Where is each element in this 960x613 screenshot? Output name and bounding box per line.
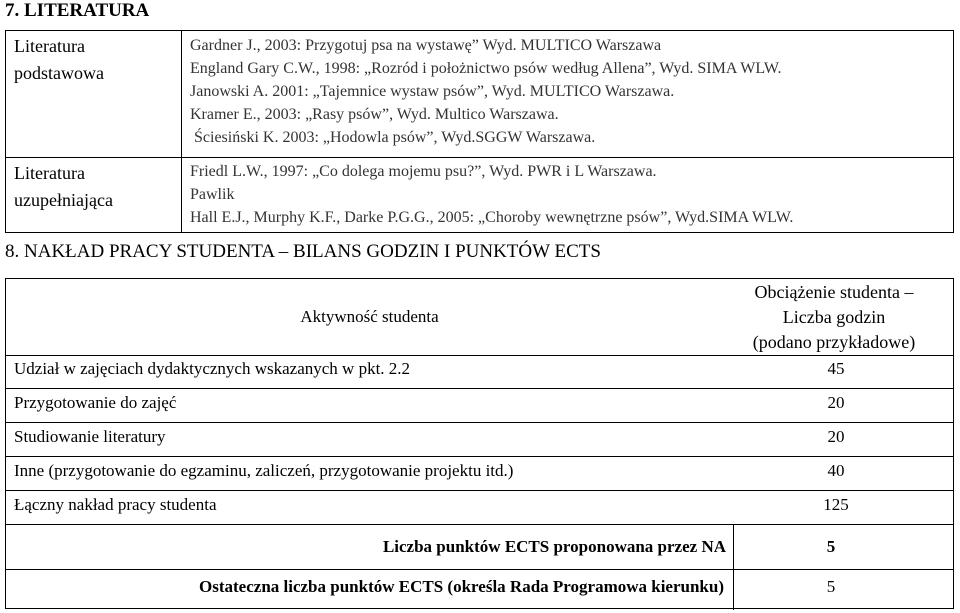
row-divider [6, 355, 953, 356]
section-8-heading: 8. NAKŁAD PRACY STUDENTA – BILANS GODZIN I PUNKTÓW ECTS [5, 241, 601, 262]
header-load-line3: (podano przykładowe) [752, 332, 916, 352]
list-item: Ściesiński K. 2003: „Hodowla psów”, Wyd.SGGW Warszawa. [190, 129, 596, 146]
list-item: Gardner J., 2003: Przygotuj psa na wystawę” Wyd. MULTICO Warszawa [190, 37, 662, 54]
proposed-ects-value: 5 [826, 537, 836, 556]
supplementary-literature-label [14, 160, 113, 214]
table-row-value: 125 [823, 495, 849, 514]
column-divider [181, 31, 182, 232]
row-divider [6, 422, 953, 423]
header-load [716, 279, 952, 356]
basic-literature-label [14, 33, 104, 87]
table-row-label: Przygotowanie do zajęć [14, 393, 177, 412]
final-ects-value: 5 [826, 577, 836, 596]
basic-label-line1: Literatura [14, 36, 85, 56]
row-divider [6, 569, 953, 570]
table-row-value: 20 [827, 393, 845, 412]
row-divider [6, 456, 953, 457]
column-divider [733, 524, 734, 610]
supplementary-label-line1: Literatura [14, 163, 85, 183]
section-7-heading: 7. LITERATURA [5, 0, 150, 21]
row-divider [6, 490, 953, 491]
list-item: Kramer E., 2003: „Rasy psów”, Wyd. Multico Warszawa. [190, 106, 559, 123]
table-row-label: Studiowanie literatury [14, 427, 166, 446]
row-divider [6, 524, 953, 525]
basic-label-line2: podstawowa [14, 63, 104, 83]
table-row-value: 20 [827, 427, 845, 446]
list-item: Hall E.J., Murphy K.F., Darke P.G.G., 2005: „Choroby wewnętrzne psów”, Wyd.SIMA WLW. [190, 209, 794, 226]
table-row-value: 45 [827, 359, 845, 378]
proposed-ects-label: Liczba punktów ECTS proponowana przez NA [382, 537, 726, 556]
table-row-label: Łączny nakład pracy studenta [14, 495, 217, 514]
literature-table [5, 30, 954, 233]
table-row-label: Udział w zajęciach dydaktycznych wskazanych w pkt. 2.2 [14, 359, 411, 378]
list-item: England Gary C.W., 1998: „Rozród i położnictwo psów według Allena”, Wyd. SIMA WLW. [190, 60, 782, 77]
table-row-value: 40 [827, 461, 845, 480]
supplementary-label-line2: uzupełniająca [14, 190, 113, 210]
table-row-label: Inne (przygotowanie do egzaminu, zaliczeń, przygotowanie projektu itd.) [14, 461, 514, 480]
header-load-line1: Obciążenie studenta – [754, 282, 914, 302]
list-item: Janowski A. 2001: „Tajemnice wystaw psów”, Wyd. MULTICO Warszawa. [190, 83, 675, 100]
row-divider [6, 157, 953, 158]
list-item: Pawlik [190, 186, 235, 203]
supplementary-literature-list [190, 160, 793, 229]
list-item: Friedl L.W., 1997: „Co dolega mojemu psu?”, Wyd. PWR i L Warszawa. [190, 163, 657, 180]
basic-literature-list [190, 34, 782, 149]
final-ects-label: Ostateczna liczba punktów ECTS (określa Rada Programowa kierunku) [199, 577, 724, 596]
header-load-line2: Liczba godzin [782, 307, 886, 327]
row-divider [6, 388, 953, 389]
header-activity: Aktywność studenta [300, 307, 439, 326]
ects-table [5, 278, 954, 609]
